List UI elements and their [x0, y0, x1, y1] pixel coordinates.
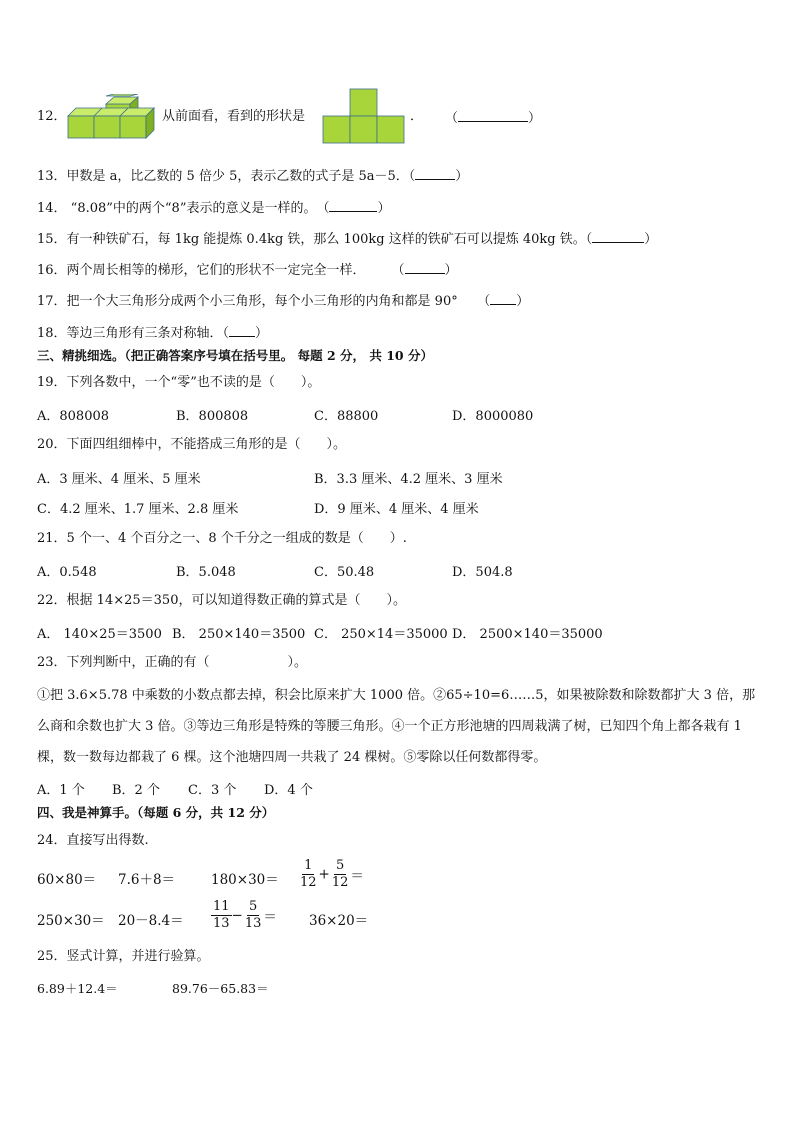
fraction	[211, 899, 232, 932]
q24-expr-6: 36×20＝	[309, 913, 369, 929]
denominator: 12	[331, 875, 349, 890]
q12-period: ．	[410, 109, 424, 124]
q15-answer-blank[interactable]	[592, 229, 644, 243]
q20-option-d[interactable]: D．9 厘米、4 厘米、4 厘米	[314, 502, 479, 517]
section-4-heading: 四、我是神算手。（每题 6 分，共 12 分）	[37, 805, 275, 820]
q22-option-b[interactable]: B． 250×140＝3500	[172, 627, 306, 642]
q23-option-c[interactable]: C．3 个	[188, 783, 237, 798]
q20-text: 20．下面四组细棒中，不能搭成三角形的是（ ）。	[37, 437, 347, 452]
q12-number: 12．	[37, 109, 67, 124]
q19-option-c[interactable]: C．88800	[314, 409, 379, 424]
q18-text: 18．等边三角形有三条对称轴．（	[37, 326, 230, 341]
q13-answer-blank[interactable]	[415, 166, 455, 180]
denominator: 13	[213, 916, 230, 931]
paren-close: ）	[644, 232, 658, 247]
paren-close: ）	[516, 294, 530, 309]
answer-blank[interactable]	[458, 108, 528, 122]
q23-statements: ①把 3.6×5.78 中乘数的小数点都去掉，积会比原来扩大 1000 倍。②65÷10=6……5，如果被除数和除数都扩大 3 倍，那么商和余数也扩大 3 倍。③等边三角形是特殊的等腰三角形。④一个正方形池塘的四周栽满了树，已知四个角上都各栽有 1 棵，数一数每边都栽了 6 棵。这个池塘四周一共栽了 24 棵树。⑤零除以任何数都得零。	[37, 688, 756, 765]
paren-close: ）	[255, 326, 269, 341]
q21-option-d[interactable]: D．504.8	[452, 565, 513, 580]
q17	[37, 291, 529, 311]
numerator: 1	[304, 858, 313, 873]
q22-option-a[interactable]: A． 140×25＝3500	[37, 627, 162, 642]
q19-option-a[interactable]: A．808008	[37, 409, 110, 424]
q14-text: 14． “8.08”中的两个“8”表示的意义是一样的。 （	[37, 201, 330, 216]
q24-expr-2: 7.6＋8＝	[118, 872, 176, 888]
q24-fraction-expr-2	[211, 899, 277, 932]
q14	[37, 198, 391, 218]
q22-text: 22．根据 14×25＝350，可以知道得数正确的算式是（ ）。	[37, 593, 406, 608]
q16-answer-blank[interactable]	[405, 260, 445, 274]
numerator: 5	[335, 858, 345, 873]
q22-option-d[interactable]: D． 2500×140＝35000	[452, 627, 603, 642]
q24-expr-5: 20－8.4＝	[118, 913, 184, 929]
q25-expr-2: 89.76－65.83＝	[172, 981, 269, 996]
q18	[37, 323, 268, 343]
q21-text: 21．5 个一、4 个百分之一、8 个千分之一组成的数是（ ）.	[37, 531, 407, 546]
equals: ＝	[263, 909, 277, 926]
q24-fraction-expr-1	[298, 858, 364, 891]
q24-text: 24．直接写出得数.	[37, 833, 149, 848]
operator: +	[318, 866, 330, 883]
q25-expr-1: 6.89＋12.4＝	[37, 981, 118, 996]
q24-expr-4: 250×30＝	[37, 913, 105, 929]
denominator: 13	[244, 916, 262, 931]
q19-option-d[interactable]: D．8000080	[452, 409, 534, 424]
q19-text: 19．下列各数中，一个“零”也不读的是（ ）。	[37, 375, 321, 390]
q15	[37, 229, 657, 249]
fraction	[243, 899, 264, 932]
operator: −	[231, 907, 243, 924]
q19-option-b[interactable]: B．800808	[176, 409, 249, 424]
q20-option-c[interactable]: C．4.2 厘米、1.7 厘米、2.8 厘米	[37, 502, 239, 517]
paren-close: ）	[455, 169, 469, 184]
q18-answer-blank[interactable]	[229, 323, 255, 337]
q14-answer-blank[interactable]	[329, 198, 377, 212]
q24-expr-3: 180×30＝	[211, 872, 279, 888]
q21-option-c[interactable]: C．50.48	[314, 565, 375, 580]
q25-text: 25．竖式计算，并进行验算。	[37, 949, 210, 964]
q20-option-b[interactable]: B．3.3 厘米、4.2 厘米、3 厘米	[314, 472, 503, 487]
q23-option-d[interactable]: D．4 个	[264, 783, 313, 798]
numerator: 11	[213, 899, 230, 914]
numerator: 5	[248, 899, 258, 914]
paren-open: （	[445, 111, 459, 126]
q12-answer[interactable]	[445, 108, 541, 128]
denominator: 12	[300, 875, 317, 890]
q22-option-c[interactable]: C． 250×14＝35000	[314, 627, 448, 642]
q17-answer-blank[interactable]	[490, 291, 516, 305]
cube-stack-3d-image	[66, 94, 162, 140]
q16-text: 16．两个周长相等的梯形，它们的形状不一定完全一样． （	[37, 263, 405, 278]
paren-close: ）	[444, 263, 458, 278]
fraction	[330, 858, 351, 891]
front-view-shape-image	[322, 88, 408, 144]
paren-close: ）	[528, 111, 542, 126]
q17-text: 17．把一个大三角形分成两个小三角形，每个小三角形的内角和都是 90° （	[37, 294, 491, 309]
q21-option-a[interactable]: A．0.548	[37, 565, 97, 580]
q23-text: 23．下列判断中，正确的有（ ）。	[37, 655, 308, 670]
paren-close: ）	[377, 201, 391, 216]
q16	[37, 260, 458, 280]
q23-option-b[interactable]: B．2 个	[112, 783, 160, 798]
q21-option-b[interactable]: B．5.048	[176, 565, 236, 580]
q12-text: 从前面看，看到的形状是	[162, 109, 306, 124]
q13	[37, 166, 468, 186]
q15-text: 15．有一种铁矿石，每 1kg 能提炼 0.4kg 铁，那么 100kg 这样的铁矿石可以提炼 40kg 铁。（	[37, 232, 593, 247]
fraction	[298, 858, 319, 891]
equals: ＝	[350, 868, 364, 885]
q23-option-a[interactable]: A．1 个	[37, 783, 85, 798]
q13-text: 13．甲数是 a，比乙数的 5 倍少 5，表示乙数的式子是 5a－5．（	[37, 169, 416, 184]
q20-option-a[interactable]: A．3 厘米、4 厘米、5 厘米	[37, 472, 201, 487]
section-3-heading: 三、精挑细选。（把正确答案序号填在括号里。 每题 2 分， 共 10 分）	[37, 348, 433, 363]
q24-expr-1: 60×80＝	[37, 872, 97, 888]
